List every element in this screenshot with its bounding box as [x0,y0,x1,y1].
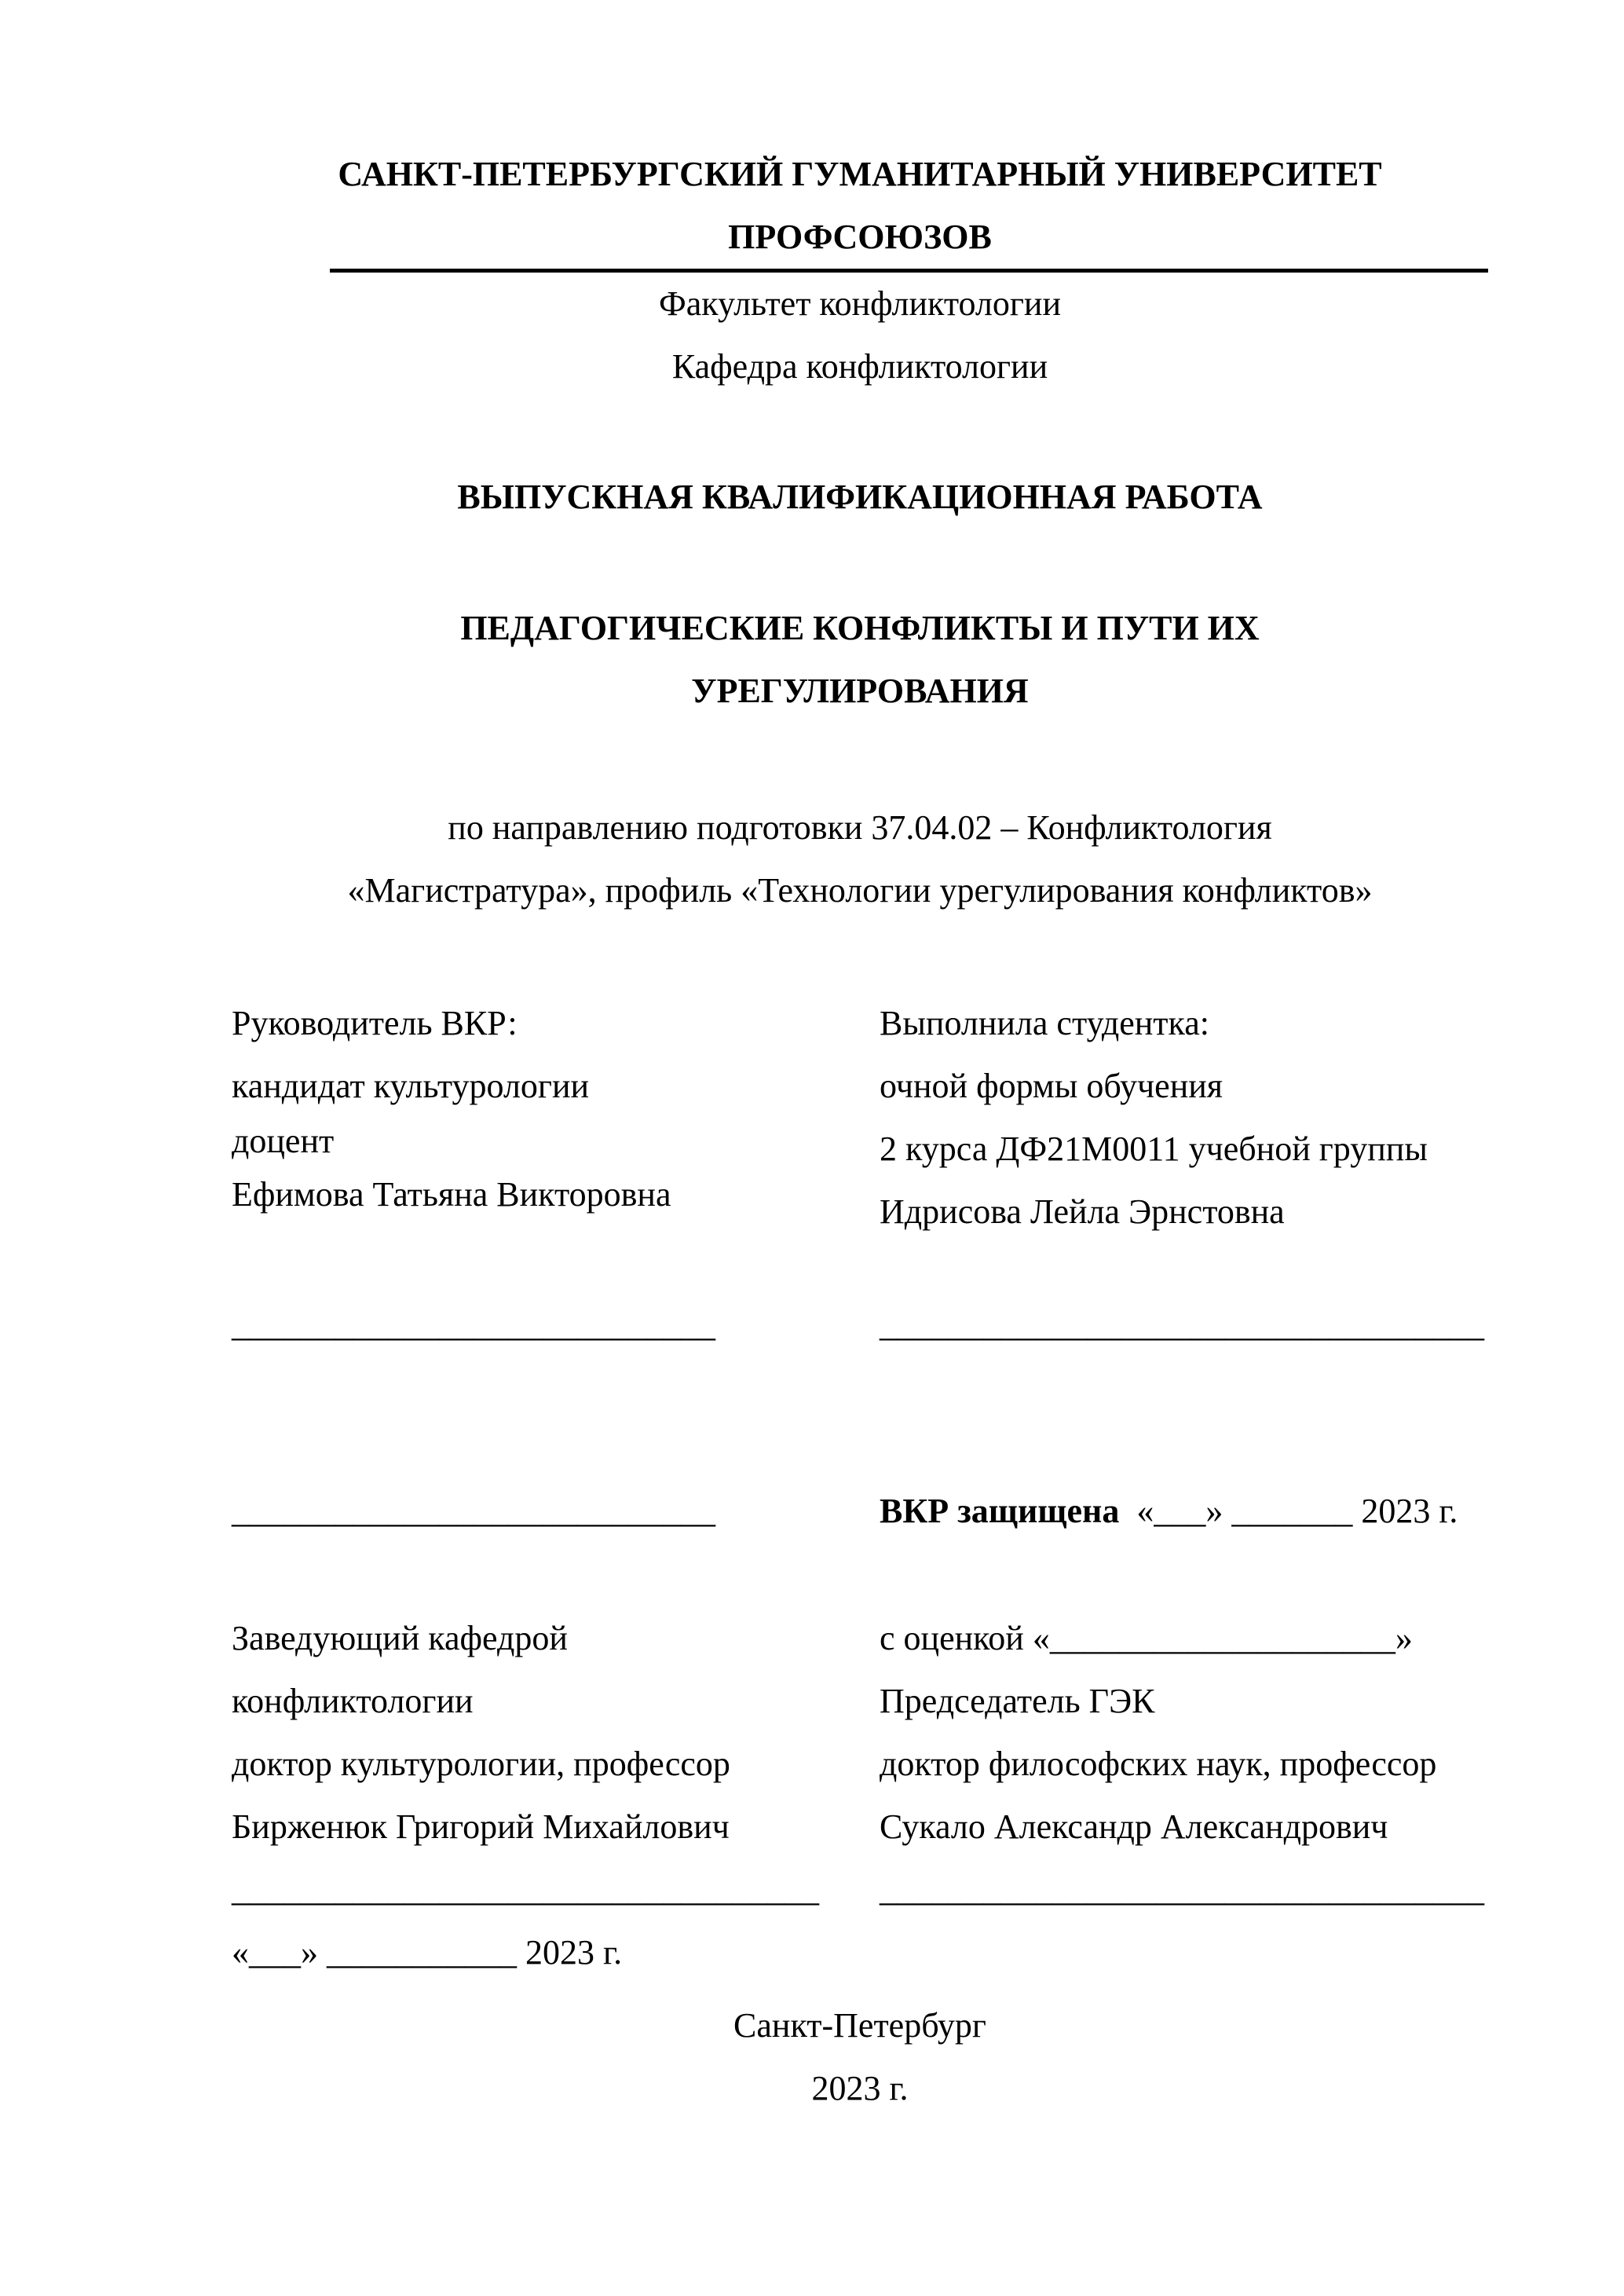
department-name: Кафедра конфликтологии [671,347,1048,386]
department-head-label-line2: конфликтологии [232,1682,474,1720]
department-head-name: Бирженюк Григорий Михайлович [232,1807,730,1846]
row-signatures-3 [232,1858,1488,1921]
department-head-label-line1: Заведующий кафедрой [232,1619,568,1657]
defended-label: ВКР защищена [880,1492,1120,1530]
signature-columns [232,992,1488,1984]
row-head-grade [232,1607,1488,1670]
program-profile: «Магистратура», профиль «Технологии урегулирования конфликтов» [347,871,1373,910]
faculty-name: Факультет конфликтологии [658,284,1061,323]
row-degree-form [232,1055,1488,1118]
thesis-title-line1: ПЕДАГОГИЧЕСКИЕ КОНФЛИКТЫ И ПУТИ ИХ [460,609,1260,647]
program-info [232,796,1488,922]
chair-name: Сукало Александр Александрович [880,1807,1388,1846]
supervisor-signature-line: ____________________________ [232,1305,715,1344]
student-group: 2 курса ДФ21М0011 учебной группы [880,1130,1428,1168]
empty-cell [880,1921,1488,1984]
page-content [232,143,1488,2120]
department-head-degree: доктор культурологии, профессор [232,1745,730,1783]
row-names [232,1175,1488,1243]
grade-line: с оценкой «____________________» [880,1619,1413,1657]
city-name: Санкт-Петербург [733,2006,986,2045]
row-labels [232,992,1488,1055]
student-name: Идрисова Лейла Эрнстовна [880,1192,1285,1231]
row-degrees [232,1733,1488,1796]
row-signatures-1 [232,1294,1488,1357]
defended-line [880,1480,1488,1543]
work-type-heading: ВЫПУСКНАЯ КВАЛИФИКАЦИОННАЯ РАБОТА [457,478,1263,516]
chair-label: Председатель ГЭК [880,1682,1155,1720]
thesis-title [232,597,1488,723]
department-head-signature-line: __________________________________ [232,1870,819,1909]
chair-signature-line: ___________________________________ [880,1870,1484,1909]
supervisor-degree: кандидат культурологии [232,1067,590,1105]
university-name-line1: САНКТ-ПЕТЕРБУРГСКИЙ ГУМАНИТАРНЫЙ УНИВЕРСИТЕТ [338,155,1382,193]
university-name-line2: ПРОФСОЮЗОВ [728,218,992,256]
chair-degree: доктор философских наук, профессор [880,1745,1437,1783]
student-signature-line: ___________________________________ [880,1305,1484,1344]
supervisor-label: Руководитель ВКР: [232,1004,518,1042]
program-direction: по направлению подготовки 37.04.02 – Конфликтология [448,808,1272,847]
thesis-title-line2: УРЕГУЛИРОВАНИЯ [691,672,1029,710]
student-study-form: очной формы обучения [880,1067,1223,1105]
year: 2023 г. [811,2069,909,2107]
university-name [232,143,1488,269]
defended-date-blank: «___» _______ 2023 г. [1136,1492,1458,1530]
row-signatures-2 [232,1480,1488,1543]
row-official-names [232,1796,1488,1858]
supervisor-signature-line-2: ____________________________ [232,1492,715,1530]
row-head2-chair [232,1670,1488,1733]
supervisor-position: доцент [232,1122,335,1160]
department-head-date-line: «___» ___________ 2023 г. [232,1933,623,1972]
student-label: Выполнила студентка: [880,1004,1209,1042]
supervisor-name: Ефимова Татьяна Викторовна [232,1175,671,1214]
row-date [232,1921,1488,1984]
